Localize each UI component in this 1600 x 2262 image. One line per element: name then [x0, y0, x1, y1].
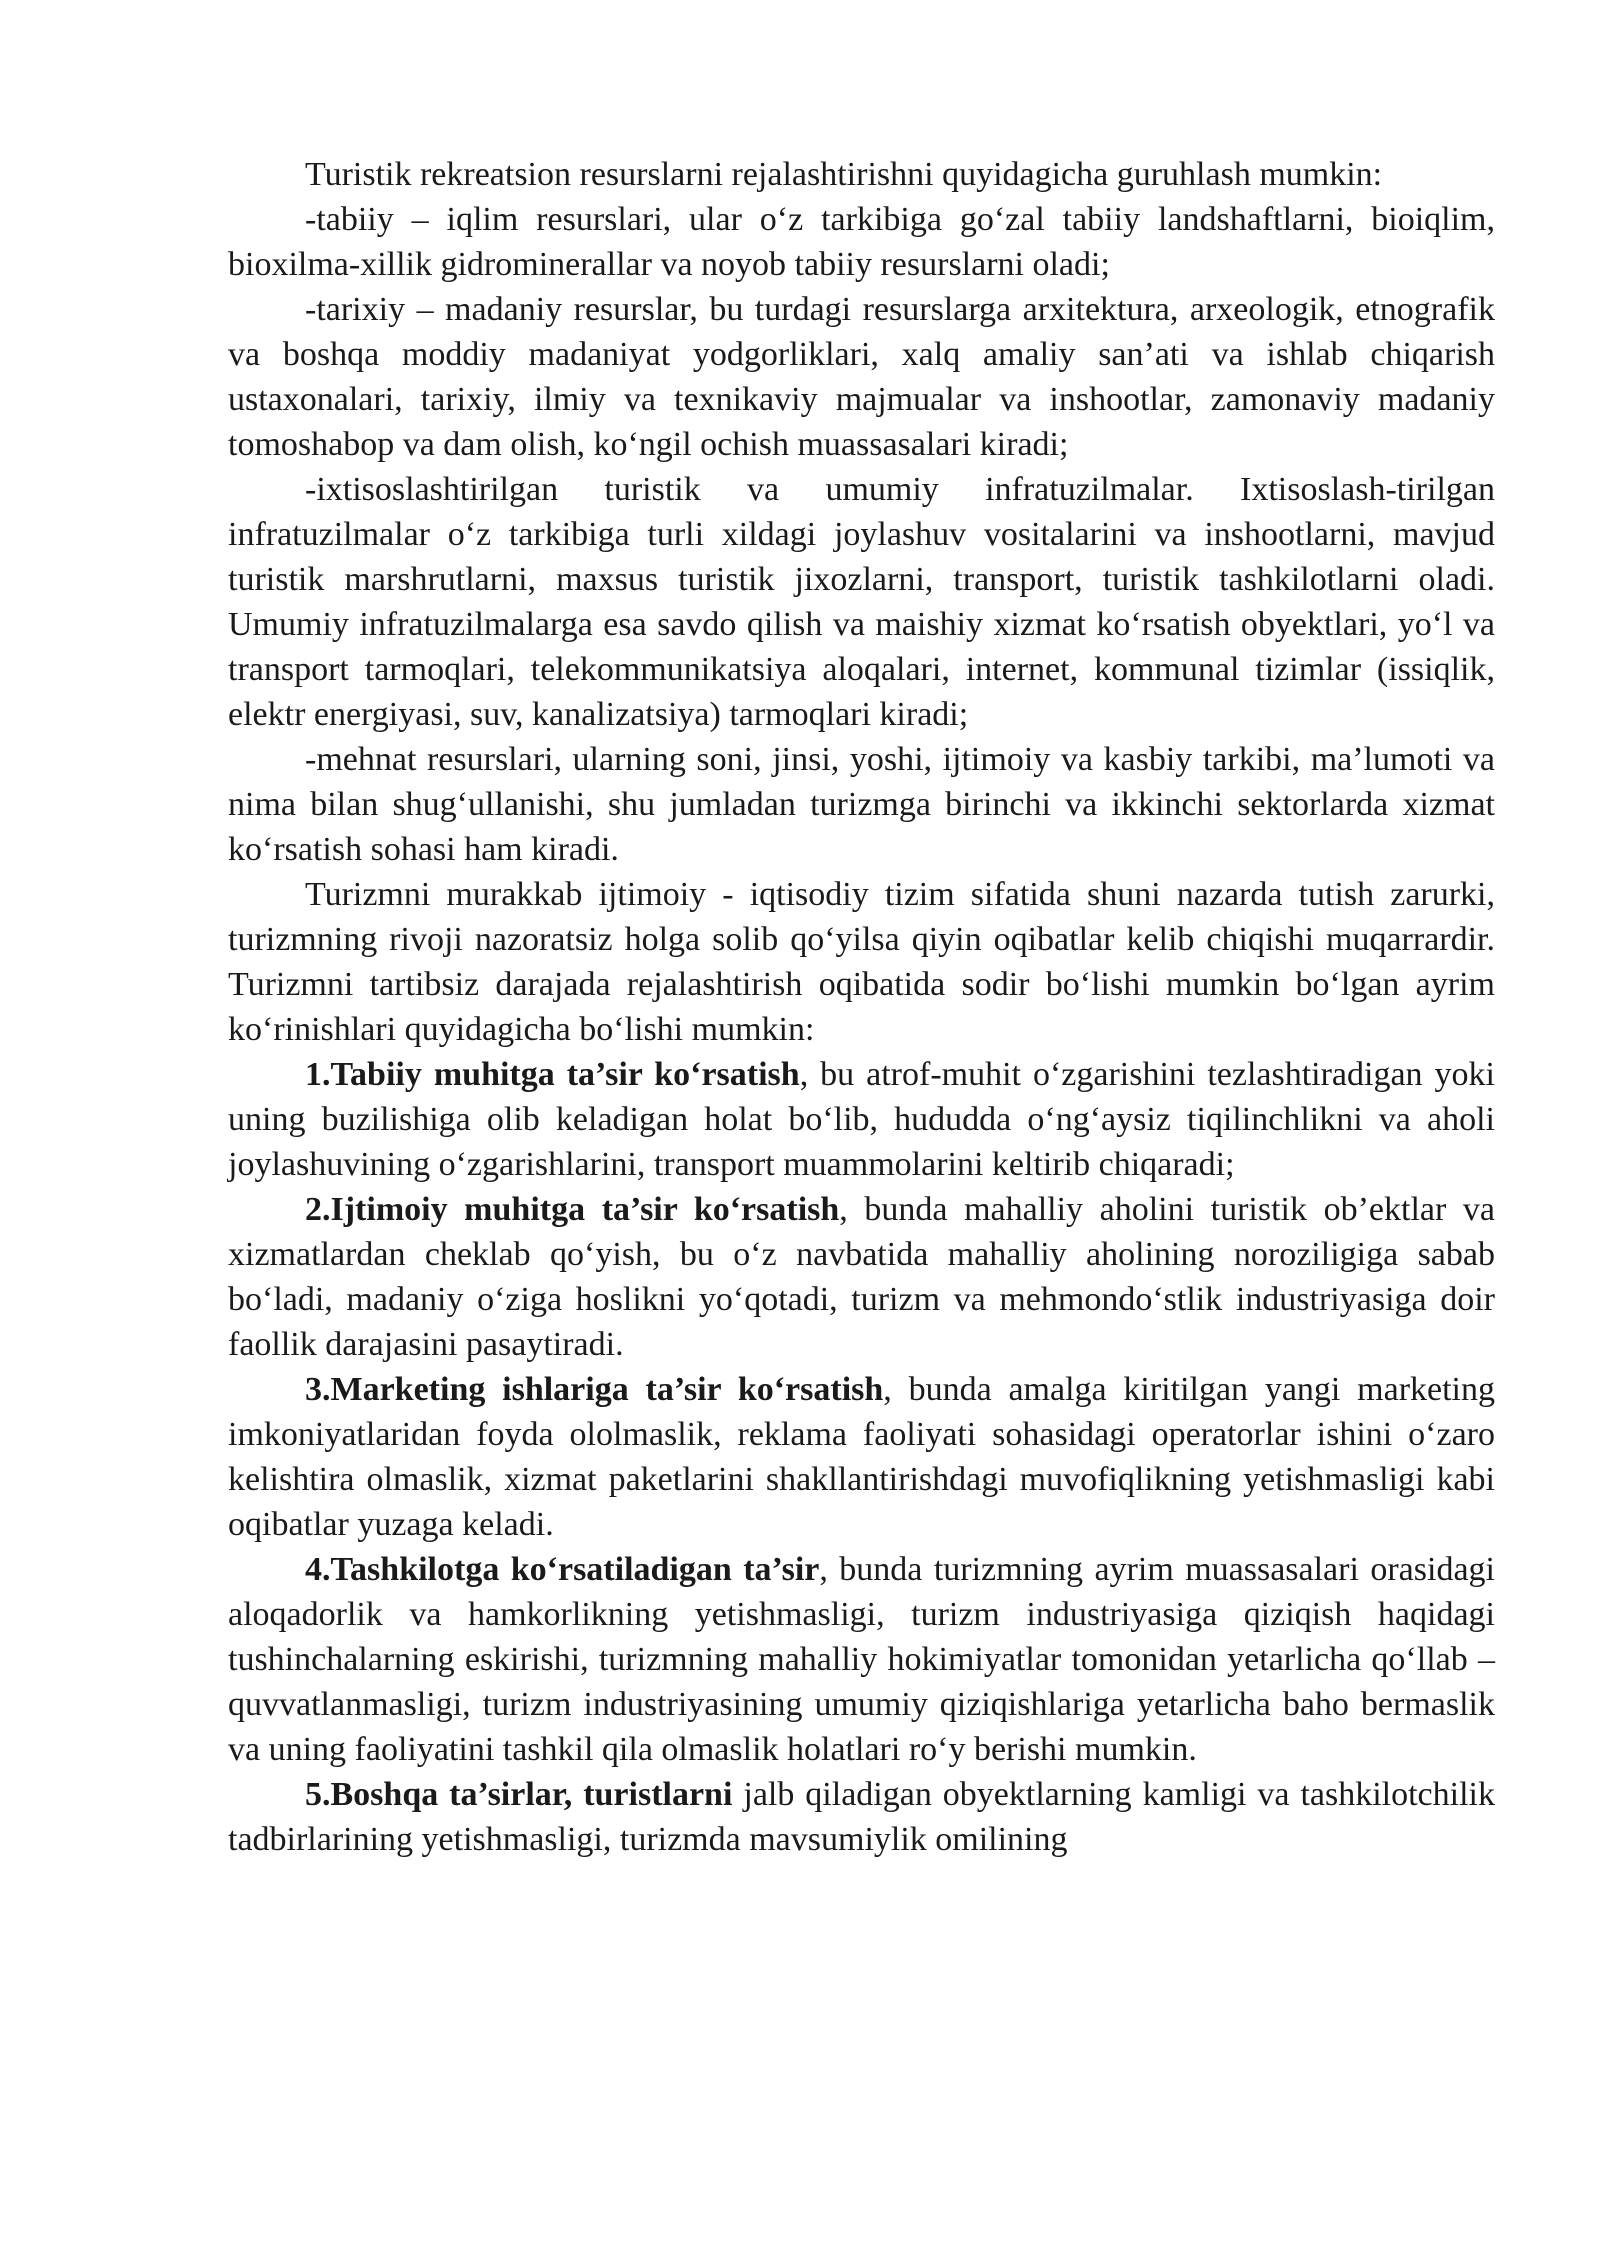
paragraph-infrastructure: -ixtisoslashtirilgan turistik va umumiy infratuzilmalar. Ixtisoslash-tirilgan infratuzilmalar o‘z tarkibiga turli xildagi joylashuv vositalarini va inshootlarni, mavjud turistik marshrutlarni, maxsus turistik jixozlarni, transport, turistik tashkilotlarni oladi. Umumiy infratuzilmalarga esa savdo qilish va maishiy xizmat ko‘rsatish obyektlari, yo‘l va transport tarmoqlari, telekommunikatsiya aloqalari, internet, kommunal tizimlar (issiqlik, elektr energiyasi, suv, kanalizatsiya) tarmoqlari kiradi; — [228, 471, 1495, 733]
paragraph-social-impact: 2.Ijtimoiy muhitga ta’sir ko‘rsatish, bunda mahalliy aholini turistik ob’ektlar va xizmatlardan cheklab qo‘yish, bu o‘z navbatida mahalliy aholining noroziligiga sabab bo‘ladi, madaniy o‘ziga hoslikni yo‘qotadi, turizm va mehmondo‘stlik industriyasiga doir faollik darajasini pasaytiradi. — [228, 1191, 1496, 1363]
paragraph-cultural-resources: -tarixiy – madaniy resurslar, bu turdagi resurslarga arxitektura, arxeologik, etnografik va boshqa moddiy madaniyat yodgorliklari, xalq amaliy san’ati va ishlab chiqarish ustaxonalari, tarixiy, ilmiy va texnikaviy majmualar va inshootlar, zamonaviy madaniy tomoshabop va dam olish, ko‘ngil ochish muassasalari kiradi; — [228, 291, 1495, 463]
paragraph-lead: 1.Tabiiy muhitga ta’sir ko‘rsatish — [305, 1056, 800, 1093]
paragraph-lead: 3.Marketing ishlariga ta’sir ko‘rsatish — [305, 1371, 884, 1408]
paragraph-lead: 5.Boshqa ta’sirlar, turistlarni — [305, 1776, 733, 1813]
paragraph-natural-impact: 1.Tabiiy muhitga ta’sir ko‘rsatish, bu atrof-muhit o‘zgarishini tezlashtiradigan yoki uning buzilishiga olib keladigan holat bo‘lib, hududda o‘ng‘aysiz tiqilinchlikni va aholi joylashuvining o‘zgarishlarini, transport muammolarini keltirib chiqaradi; — [228, 1056, 1495, 1183]
paragraph-lead: 4.Tashkilotga ko‘rsatiladigan ta’sir — [305, 1551, 820, 1588]
paragraph-marketing-impact: 3.Marketing ishlariga ta’sir ko‘rsatish, bunda amalga kiritilgan yangi marketing imkoniyatlaridan foyda ololmaslik, reklama faoliyati sohasidagi operatorlar ishini o‘zaro kelishtira olmaslik, xizmat paketlarini shakllantirishdagi muvofiqlikning yetishmasligi kabi oqibatlar yuzaga keladi. — [228, 1371, 1496, 1543]
paragraph-tourism-system: Turizmni murakkab ijtimoiy - iqtisodiy tizim sifatida shuni nazarda tutish zarurki, turizmning rivoji nazoratsiz holga solib qo‘yilsa qiyin oqibatlar kelib chiqishi muqarrardir. Turizmni tartibsiz darajada rejalashtirish oqibatida sodir bo‘lishi mumkin bo‘lgan ayrim ko‘rinishlari quyidagicha bo‘lishi mumkin: — [228, 876, 1495, 1048]
paragraph-natural-resources: -tabiiy – iqlim resurslari, ular o‘z tarkibiga go‘zal tabiiy landshaftlarni, bioiqlim, bioxilma-xillik gidrominerallar va noyob tabiiy resurslarni oladi; — [228, 201, 1495, 283]
paragraph-other-impacts: 5.Boshqa ta’sirlar, turistlarni jalb qiladigan obyektlarning kamligi va tashkilotchilik tadbirlarining yetishmasligi, turizmda mavsumiylik omilining — [228, 1776, 1495, 1858]
paragraph-organization-impact: 4.Tashkilotga ko‘rsatiladigan ta’sir, bunda turizmning ayrim muassasalari orasidagi aloqadorlik va hamkorlikning yetishmasligi, turizm industriyasiga qiziqish haqidagi tushinchalarning eskirishi, turizmning mahalliy hokimiyatlar tomonidan yetarlicha qo‘llab – quvvatlanmasligi, turizm industriyasining umumiy qiziqishlariga yetarlicha baho bermaslik va uning faoliyatini tashkil qila olmaslik holatlari ro‘y berishi mumkin. — [228, 1551, 1495, 1768]
paragraph-intro: Turistik rekreatsion resurslarni rejalashtirishni quyidagicha guruhlash mumkin: — [305, 156, 1383, 193]
paragraph-labor-resources: -mehnat resurslari, ularning soni, jinsi, yoshi, ijtimoiy va kasbiy tarkibi, ma’lumoti va nima bilan shug‘ullanishi, shu jumladan turizmga birinchi va ikkinchi sektorlarda xizmat ko‘rsatish sohasi ham kiradi. — [228, 741, 1495, 868]
document-page — [228, 152, 1495, 1862]
paragraph-lead: 2.Ijtimoiy muhitga ta’sir ko‘rsatish — [305, 1191, 840, 1228]
